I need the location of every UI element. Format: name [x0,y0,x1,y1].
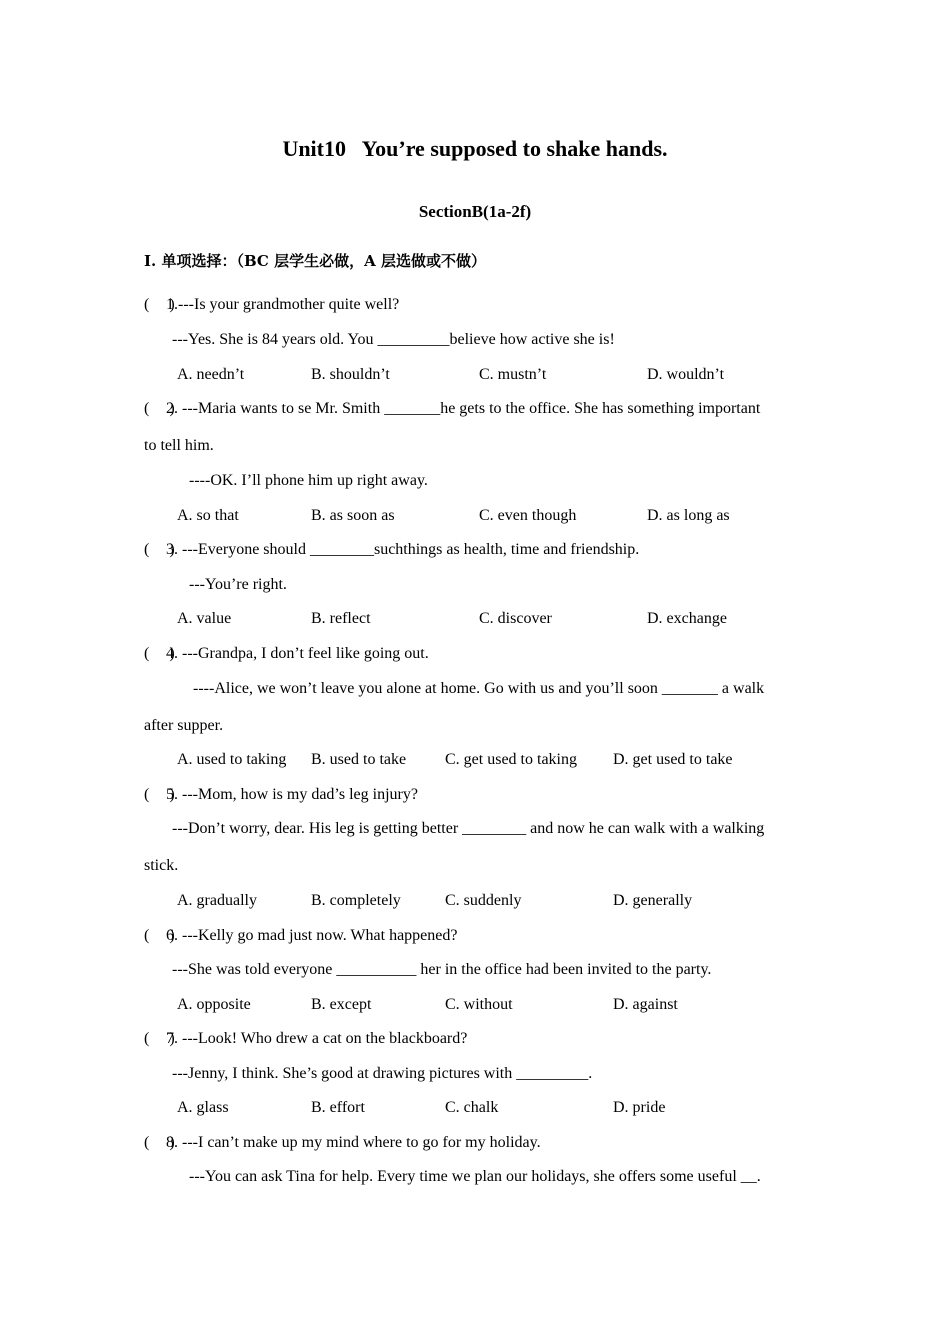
answer-blank: ( ) [144,1030,175,1047]
question-1-reply: ---Yes. She is 84 years old. You _________believe how active she is! [172,331,615,348]
question-5-option-a: A. gradually [177,892,257,909]
question-4-option-a: A. used to taking [177,751,287,768]
question-4-option-b: B. used to take [311,751,407,768]
question-3-stem: ( )3. ---Everyone should ________suchthings as health, time and friendship. [144,541,640,558]
question-7-option-a: A. glass [177,1099,229,1116]
question-6-option-d: D. against [613,996,678,1013]
question-4-stem: ( )4. ---Grandpa, I don’t feel like going out. [144,645,429,662]
question-3-option-d: D. exchange [647,610,727,627]
answer-blank: ( ) [144,1134,175,1151]
question-2-option-d: D. as long as [647,507,730,524]
page-subtitle: SectionB(1a-2f) [418,202,532,221]
question-5-stem: ( )5. ---Mom, how is my dad’s leg injury? [144,786,418,803]
question-4-option-d: D. get used to take [613,751,733,768]
answer-blank: ( ) [144,927,175,944]
question-2-stem: ( )2. ---Maria wants to se Mr. Smith _______he gets to the office. She has something important [144,400,761,417]
question-7-stem: ( )7. ---Look! Who drew a cat on the blackboard? [144,1030,468,1047]
question-5-reply: ---Don’t worry, dear. His leg is getting better ________ and now he can walk with a walking [172,820,765,837]
question-4-reply-continued: after supper. [144,717,224,734]
question-4-option-c: C. get used to taking [445,751,577,768]
question-3-option-b: B. reflect [311,610,371,627]
question-2-option-a: A. so that [177,507,239,524]
question-5-option-c: C. suddenly [445,892,522,909]
question-1-stem: ( )1.---Is your grandmother quite well? [144,296,400,313]
page-title: Unit10 You’re supposed to shake hands. [282,136,668,161]
question-6-option-b: B. except [311,996,372,1013]
answer-blank: ( ) [144,400,175,417]
question-1-option-a: A. needn’t [177,366,245,383]
section-heading: I. 单项选择：（BC 层学生必做，A 层选做或不做） [144,252,486,270]
question-6-option-c: C. without [445,996,513,1013]
question-8-stem: ( )8. ---I can’t make up my mind where to go for my holiday. [144,1134,541,1151]
answer-blank: ( ) [144,786,175,803]
question-6-option-a: A. opposite [177,996,251,1013]
question-2-option-b: B. as soon as [311,507,395,524]
question-6-reply: ---She was told everyone __________ her in the office had been invited to the party. [172,961,712,978]
question-3-reply: ---You’re right. [189,576,287,593]
question-6-stem: ( )6. ---Kelly go mad just now. What happened? [144,927,458,944]
question-5-reply-continued: stick. [144,857,179,874]
question-2-option-c: C. even though [479,507,577,524]
question-4-reply: ----Alice, we won’t leave you alone at home. Go with us and you’ll soon _______ a walk [193,680,765,697]
question-7-option-c: C. chalk [445,1099,499,1116]
question-8-reply: ---You can ask Tina for help. Every time we plan our holidays, she offers some useful __. [189,1168,761,1185]
question-1-option-d: D. wouldn’t [647,366,725,383]
question-2-reply: ----OK. I’ll phone him up right away. [189,472,428,489]
answer-blank: ( ) [144,296,175,313]
question-5-option-b: B. completely [311,892,401,909]
question-2-stem-continued: to tell him. [144,437,214,454]
question-1-option-c: C. mustn’t [479,366,547,383]
question-7-reply: ---Jenny, I think. She’s good at drawing pictures with _________. [172,1065,593,1082]
question-5-option-d: D. generally [613,892,693,909]
question-7-option-b: B. effort [311,1099,365,1116]
answer-blank: ( ) [144,541,175,558]
question-7-option-d: D. pride [613,1099,666,1116]
question-1-option-b: B. shouldn’t [311,366,390,383]
question-3-option-a: A. value [177,610,232,627]
question-3-option-c: C. discover [479,610,552,627]
answer-blank: ( ) [144,645,175,662]
